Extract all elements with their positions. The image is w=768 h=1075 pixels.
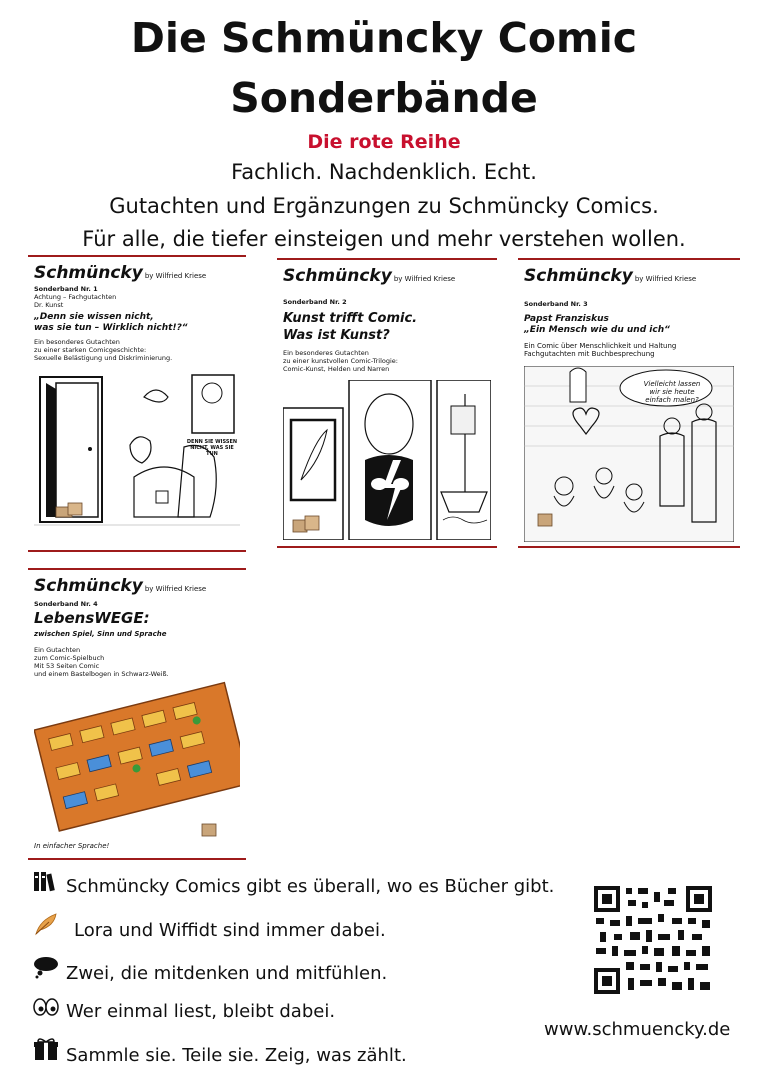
volume-label: Sonderband Nr. 3 — [524, 300, 588, 308]
desc-line: Ein Gutachten — [34, 646, 81, 654]
desc-line: Sexuelle Belästigung und Diskriminierung. — [34, 354, 173, 362]
bubble-line: einfach malen? — [645, 396, 699, 404]
feature-item-3 — [32, 955, 387, 986]
board-game-illustration — [34, 678, 240, 838]
page-title-line2: Sonderbände — [230, 74, 538, 122]
brand-logo: Schmüncky by Wilfried Kriese — [34, 576, 207, 596]
subtitle-line: Dr. Kunst — [34, 301, 64, 309]
book-cover-3[interactable] — [518, 258, 740, 548]
feature-item-1 — [32, 870, 554, 899]
gift-icon — [32, 1037, 60, 1068]
quote-line: „Denn sie wissen nicht, — [34, 312, 154, 322]
volume-label: Sonderband Nr. 2 — [283, 298, 347, 306]
cover-title: LebensWEGE: — [34, 609, 150, 627]
feather-icon — [32, 912, 60, 943]
tagline-3: Für alle, die tiefer einsteigen und mehr verstehen wollen. — [82, 227, 686, 251]
volume-label: Sonderband Nr. 1 — [34, 285, 98, 293]
cover-subtitle: zwischen Spiel, Sinn und Sprache — [34, 630, 167, 638]
rule-top — [28, 255, 246, 257]
rule-top — [28, 568, 246, 570]
book-cover-4[interactable] — [28, 568, 246, 860]
cover-title: „Ein Mensch wie du und ich“ — [524, 325, 670, 335]
rule-top — [518, 258, 740, 260]
cover-title: Was ist Kunst? — [283, 328, 390, 343]
book-cover-1[interactable] — [28, 255, 246, 552]
cover-footer-note: In einfacher Sprache! — [34, 842, 110, 850]
desc-line: Ein besonderes Gutachten — [283, 349, 369, 357]
desc-line: Mit 53 Seiten Comic — [34, 662, 100, 670]
bubble-line: wir sie heute — [649, 388, 695, 396]
brand-logo: Schmüncky by Wilfried Kriese — [34, 263, 207, 283]
brand-logo: Schmüncky by Wilfried Kriese — [283, 266, 456, 286]
subtitle-line: Achtung – Fachgutachten — [34, 293, 117, 301]
rule-bottom — [277, 546, 497, 548]
desc-line: Ein besonderes Gutachten — [34, 338, 120, 346]
series-name: Die rote Reihe — [307, 131, 461, 153]
rule-bottom — [28, 858, 246, 860]
rule-top — [277, 258, 497, 260]
feature-text: Zwei, die mitdenken und mitfühlen. — [66, 963, 388, 984]
cover-title: Kunst trifft Comic. — [283, 311, 418, 326]
speech-bubble — [616, 380, 728, 404]
cover-illustration — [283, 380, 491, 540]
feature-item-2 — [32, 912, 386, 943]
feature-text: Schmüncky Comics gibt es überall, wo es Bücher gibt. — [66, 876, 555, 897]
qr-code[interactable] — [592, 884, 714, 996]
page-title-line1: Die Schmüncky Comic — [130, 14, 638, 62]
eyes-icon — [32, 995, 60, 1024]
feature-text: Lora und Wiffidt sind immer dabei. — [74, 920, 386, 941]
tagline-2: Gutachten und Ergänzungen zu Schmüncky Comics. — [109, 194, 659, 218]
thought-bubble-icon — [32, 955, 60, 986]
quote-line: was sie tun – Wirklich nicht!?“ — [34, 323, 188, 333]
feature-text: Sammle sie. Teile sie. Zeig, was zählt. — [66, 1045, 407, 1066]
desc-line: Comic-Kunst, Helden und Narren — [283, 365, 390, 373]
desc-line: und einem Bastelbogen in Schwarz-Weiß. — [34, 670, 169, 678]
book-cover-2[interactable] — [277, 258, 497, 548]
cover-title: Papst Franziskus — [524, 314, 609, 324]
brand-logo: Schmüncky by Wilfried Kriese — [524, 266, 697, 286]
books-icon — [32, 870, 60, 899]
feature-item-4 — [32, 995, 335, 1024]
desc-line: Ein Comic über Menschlichkeit und Haltung — [524, 342, 677, 350]
volume-label: Sonderband Nr. 4 — [34, 600, 98, 608]
website-url[interactable]: www.schmuencky.de — [544, 1019, 731, 1040]
desc-line: zu einer kunstvollen Comic-Trilogie: — [283, 357, 398, 365]
desc-line: Fachgutachten mit Buchbesprechung — [524, 350, 655, 358]
bubble-line: Vielleicht lassen — [643, 380, 701, 388]
poster-sign: DENN SIE WISSEN NICHT, WAS SIE TUN — [186, 439, 238, 457]
tagline-1: Fachlich. Nachdenklich. Echt. — [231, 160, 537, 184]
feature-item-5 — [32, 1037, 407, 1068]
rule-bottom — [28, 550, 246, 552]
feature-text: Wer einmal liest, bleibt dabei. — [66, 1001, 336, 1022]
desc-line: zum Comic-Spielbuch — [34, 654, 105, 662]
rule-bottom — [518, 546, 740, 548]
desc-line: zu einer starken Comicgeschichte: — [34, 346, 147, 354]
